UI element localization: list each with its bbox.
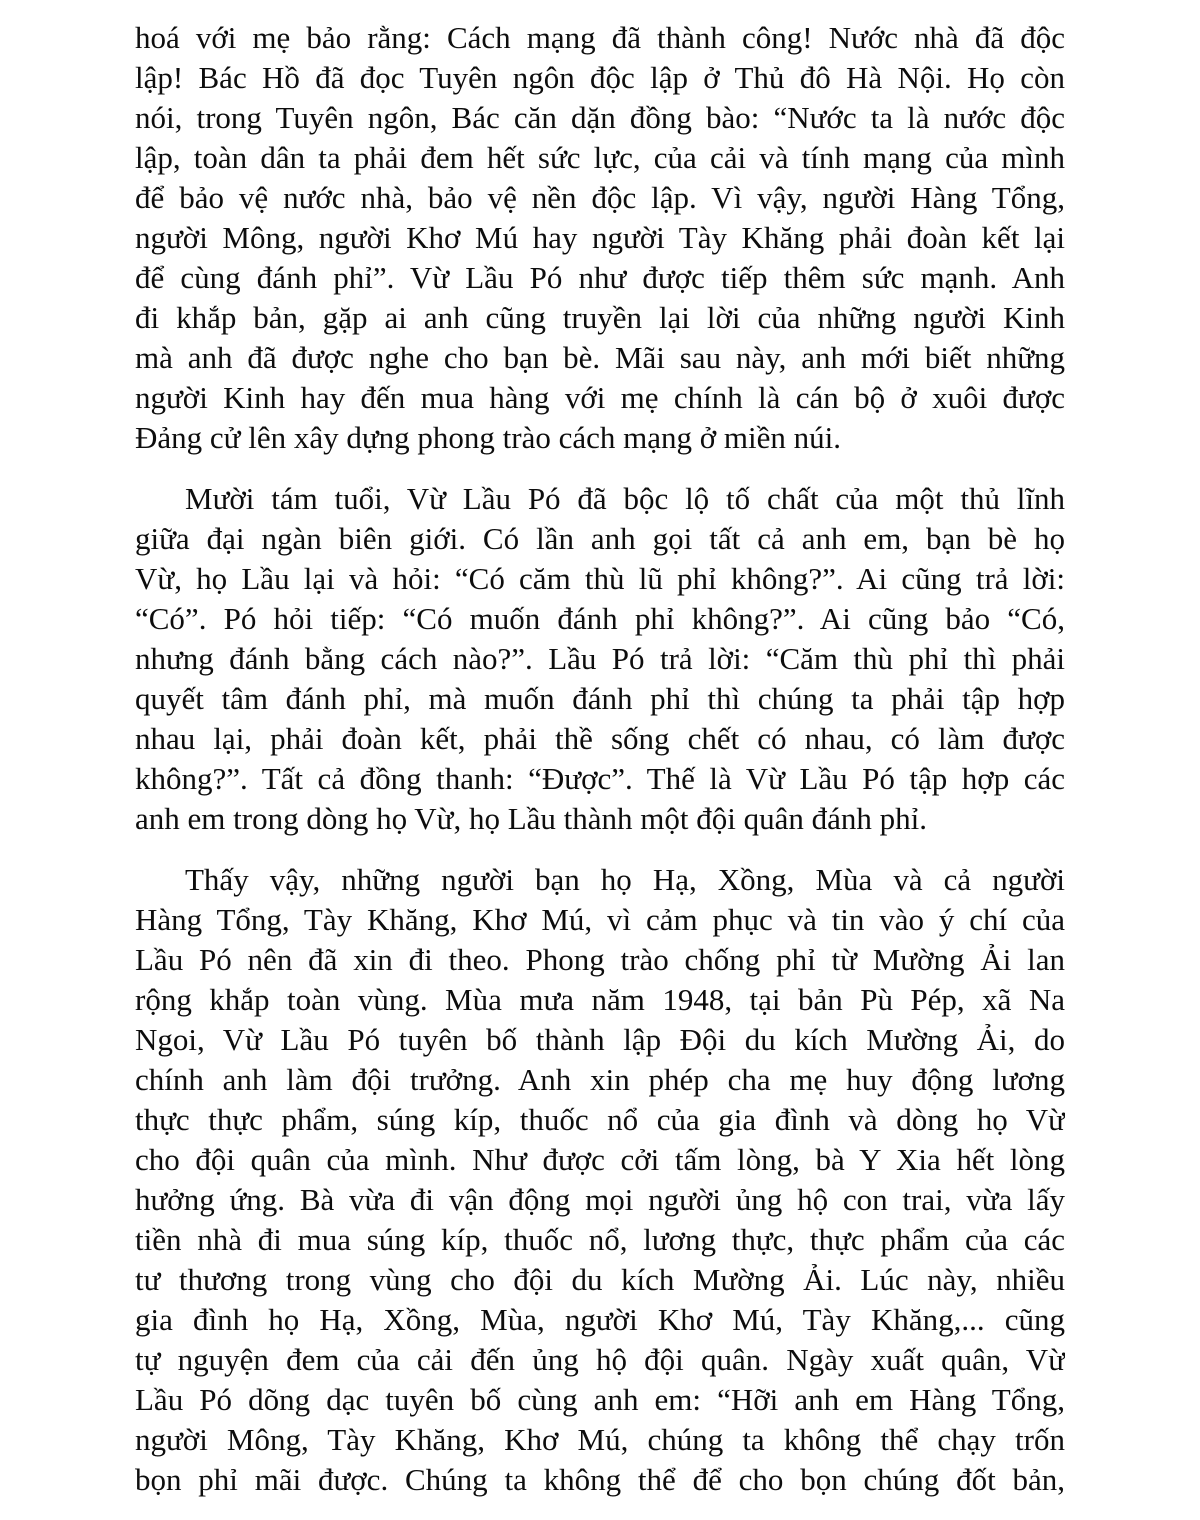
text-line: hoá với mẹ bảo rằng: Cách mạng đã thành công! Nước nhà đã độc xyxy=(135,20,1065,55)
text-line: Mười tám tuổi, Vừ Lầu Pó đã bộc lộ tố chất của một thủ lĩnh xyxy=(185,481,1065,516)
page-text xyxy=(135,18,1065,1500)
text-line: thực thực phẩm, súng kíp, thuốc nổ của gia đình và dòng họ Vừ xyxy=(135,1102,1065,1137)
text-line: tự nguyện đem của cải đến ủng hộ đội quân. Ngày xuất quân, Vừ xyxy=(135,1342,1065,1377)
text-line: nói, trong Tuyên ngôn, Bác căn dặn đồng bào: “Nước ta là nước độc xyxy=(135,100,1065,135)
text-line: Thấy vậy, những người bạn họ Hạ, Xồng, Mùa và cả người xyxy=(185,862,1065,897)
text-line: quyết tâm đánh phỉ, mà muốn đánh phỉ thì chúng ta phải tập hợp xyxy=(135,681,1065,716)
text-line: Đảng cử lên xây dựng phong trào cách mạng ở miền núi. xyxy=(135,420,841,455)
text-line: người Kinh hay đến mua hàng với mẹ chính là cán bộ ở xuôi được xyxy=(135,380,1065,415)
text-line: nhau lại, phải đoàn kết, phải thề sống chết có nhau, có làm được xyxy=(135,721,1065,756)
text-line: Lầu Pó nên đã xin đi theo. Phong trào chống phỉ từ Mường Ải lan xyxy=(135,942,1065,977)
text-line: chính anh làm đội trưởng. Anh xin phép cha mẹ huy động lương xyxy=(135,1062,1065,1097)
paragraph xyxy=(135,18,1065,458)
text-line: gia đình họ Hạ, Xồng, Mùa, người Khơ Mú, Tày Khăng,... cũng xyxy=(135,1302,1065,1337)
text-line: mà anh đã được nghe cho bạn bè. Mãi sau này, anh mới biết những xyxy=(135,340,1065,375)
text-line: giữa đại ngàn biên giới. Có lần anh gọi tất cả anh em, bạn bè họ xyxy=(135,521,1065,556)
text-line: đi khắp bản, gặp ai anh cũng truyền lại lời của những người Kinh xyxy=(135,300,1065,335)
paragraph xyxy=(135,479,1065,839)
text-line: người Mông, người Khơ Mú hay người Tày Khăng phải đoàn kết lại xyxy=(135,220,1065,255)
paragraph xyxy=(135,860,1065,1500)
text-line: bọn phỉ mãi được. Chúng ta không thể để cho bọn chúng đốt bản, xyxy=(135,1462,1065,1497)
text-line: lập! Bác Hồ đã đọc Tuyên ngôn độc lập ở Thủ đô Hà Nội. Họ còn xyxy=(135,60,1065,95)
text-line: Vừ, họ Lầu lại và hỏi: “Có căm thù lũ phỉ không?”. Ai cũng trả lời: xyxy=(135,561,1065,596)
text-line: lập, toàn dân ta phải đem hết sức lực, của cải và tính mạng của mình xyxy=(135,140,1065,175)
text-line: Hàng Tổng, Tày Khăng, Khơ Mú, vì cảm phục và tin vào ý chí của xyxy=(135,902,1065,937)
text-line: Lầu Pó dõng dạc tuyên bố cùng anh em: “Hỡi anh em Hàng Tổng, xyxy=(135,1382,1065,1417)
text-line: anh em trong dòng họ Vừ, họ Lầu thành một đội quân đánh phỉ. xyxy=(135,801,927,836)
text-line: hưởng ứng. Bà vừa đi vận động mọi người ủng hộ con trai, vừa lấy xyxy=(135,1182,1065,1217)
text-line: không?”. Tất cả đồng thanh: “Được”. Thế là Vừ Lầu Pó tập hợp các xyxy=(135,761,1065,796)
text-line: để bảo vệ nước nhà, bảo vệ nền độc lập. Vì vậy, người Hàng Tổng, xyxy=(135,180,1065,215)
text-line: tiền nhà đi mua súng kíp, thuốc nổ, lương thực, thực phẩm của các xyxy=(135,1222,1065,1257)
text-line: nhưng đánh bằng cách nào?”. Lầu Pó trả lời: “Căm thù phỉ thì phải xyxy=(135,641,1065,676)
text-line: để cùng đánh phỉ”. Vừ Lầu Pó như được tiếp thêm sức mạnh. Anh xyxy=(135,260,1065,295)
text-line: Ngoi, Vừ Lầu Pó tuyên bố thành lập Đội du kích Mường Ải, do xyxy=(135,1022,1065,1057)
text-line: “Có”. Pó hỏi tiếp: “Có muốn đánh phỉ không?”. Ai cũng bảo “Có, xyxy=(135,601,1065,636)
text-line: người Mông, Tày Khăng, Khơ Mú, chúng ta không thể chạy trốn xyxy=(135,1422,1065,1457)
text-line: tư thương trong vùng cho đội du kích Mường Ải. Lúc này, nhiều xyxy=(135,1262,1065,1297)
text-line: cho đội quân của mình. Như được cởi tấm lòng, bà Y Xia hết lòng xyxy=(135,1142,1065,1177)
text-line: rộng khắp toàn vùng. Mùa mưa năm 1948, tại bản Pù Pép, xã Na xyxy=(135,982,1065,1017)
